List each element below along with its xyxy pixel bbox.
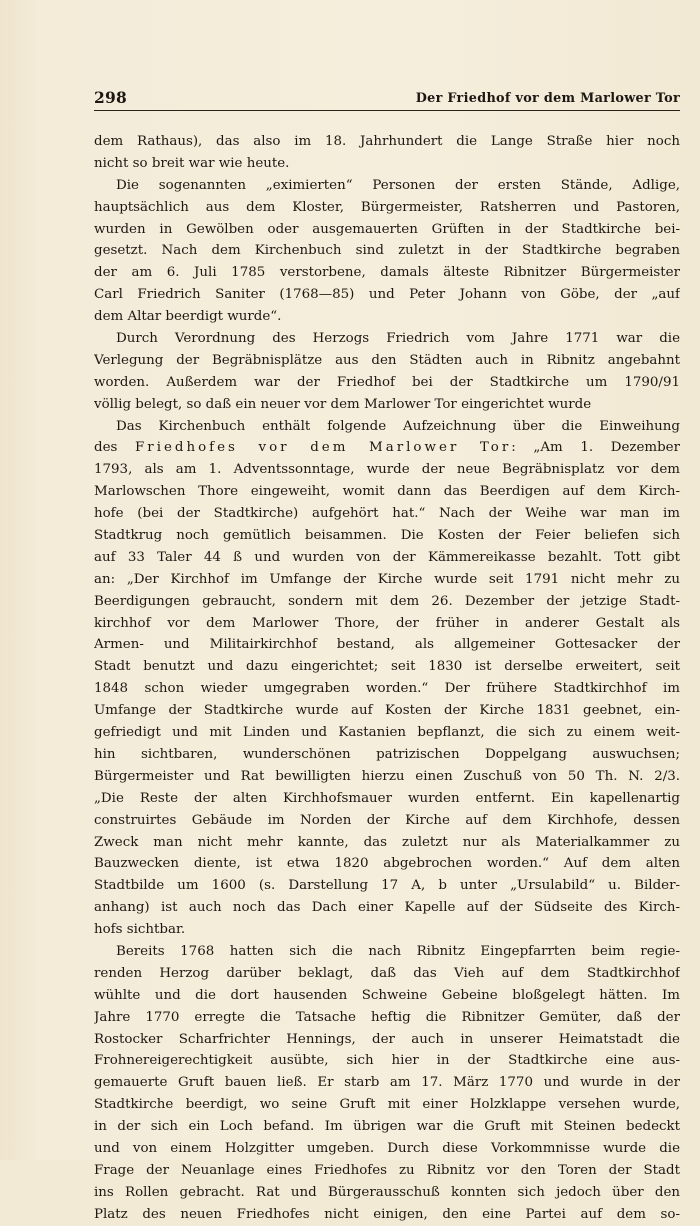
text-line: Umfange der Stadtkirche wurde auf Kosten der Kirche 1831 geebnet, ein- bbox=[94, 703, 680, 719]
text-line: 1848 schon wieder umgegraben worden.“ Der frühere Stadtkirchhof im bbox=[94, 681, 680, 697]
text-line: anhang) ist auch noch das Dach einer Kapelle auf der Südseite des Kirch- bbox=[94, 900, 680, 916]
text-line: renden Herzog darüber beklagt, daß das Vieh auf dem Stadtkirchhof bbox=[94, 965, 680, 981]
text-line: hofe (bei der Stadtkirche) aufgehört hat.“ Nach der Weihe war man im bbox=[94, 506, 680, 522]
text-line: des Friedhofes vor dem Marlower Tor: „Am 1. Dezember bbox=[94, 440, 680, 456]
text-line: Frohnereigerechtigkeit ausübte, sich hier in der Stadtkirche eine aus- bbox=[94, 1053, 680, 1069]
text-line: Beerdigungen gebraucht, sondern mit dem 26. Dezember der jetzige Stadt- bbox=[94, 593, 680, 609]
text-line: Bauzwecken diente, ist etwa 1820 abgebrochen worden.“ Auf dem alten bbox=[94, 856, 680, 872]
text-line: in der sich ein Loch befand. Im übrigen war die Gruft mit Steinen bedeckt bbox=[94, 1119, 680, 1135]
text-line: wühlte und die dort hausenden Schweine Gebeine bloßgelegt hätten. Im bbox=[94, 987, 680, 1003]
text-line: Bürgermeister und Rat bewilligten hierzu einen Zuschuß von 50 Th. N. 2/3. bbox=[94, 768, 680, 784]
page-number: 298 bbox=[94, 88, 127, 107]
text-line: ins Rollen gebracht. Rat und Bürgerausschuß konnten sich jedoch über den bbox=[94, 1184, 680, 1200]
text-line: Stadt benutzt und dazu eingerichtet; seit 1830 ist derselbe erweitert, seit bbox=[94, 659, 680, 675]
text-line: Jahre 1770 erregte die Tatsache heftig die Ribnitzer Gemüter, daß der bbox=[94, 1009, 680, 1025]
text-line: Verlegung der Begräbnisplätze aus den Städten auch in Ribnitz angebahnt bbox=[94, 352, 680, 368]
text-line: kirchhof vor dem Marlower Thore, der früher in anderer Gestalt als bbox=[94, 615, 680, 631]
text-line: wurden in Gewölben oder ausgemauerten Grüften in der Stadtkirche bei- bbox=[94, 221, 680, 237]
text-line: gefriedigt und mit Linden und Kastanien bepflanzt, die sich zu einem weit- bbox=[94, 725, 680, 741]
text-line: und von einem Holzgitter umgeben. Durch diese Vorkommnisse wurde die bbox=[94, 1140, 680, 1156]
text-line: hin sichtbaren, wunderschönen patrizischen Doppelgang auswuchsen; bbox=[94, 746, 680, 762]
text-line: Die sogenannten „eximierten“ Personen der ersten Stände, Adlige, bbox=[116, 177, 680, 193]
text-line: Durch Verordnung des Herzogs Friedrich vom Jahre 1771 war die bbox=[116, 331, 680, 347]
text-line: 1793, als am 1. Adventssonntage, wurde der neue Begräbnisplatz vor dem bbox=[94, 462, 680, 478]
text-line: dem Altar beerdigt wurde“. bbox=[94, 309, 282, 325]
text-line: nicht so breit war wie heute. bbox=[94, 155, 290, 171]
text-line: gemauerte Gruft bauen ließ. Er starb am 17. März 1770 und wurde in der bbox=[94, 1075, 680, 1091]
text-line: an: „Der Kirchhof im Umfange der Kirche wurde seit 1791 nicht mehr zu bbox=[94, 571, 680, 587]
text-line: Platz des neuen Friedhofes nicht einigen, den eine Partei auf dem so- bbox=[94, 1206, 680, 1222]
text-line: worden. Außerdem war der Friedhof bei der Stadtkirche um 1790/91 bbox=[94, 374, 680, 390]
text-line: dem Rathaus), das also im 18. Jahrhundert die Lange Straße hier noch bbox=[94, 134, 680, 149]
text-line: construirtes Gebäude im Norden der Kirche auf dem Kirchhofe, dessen bbox=[94, 812, 680, 828]
text-line: Marlowschen Thore eingeweiht, womit dann das Beerdigen auf dem Kirch- bbox=[94, 484, 680, 500]
emphasized-text: Friedhofes vor dem Marlower Tor bbox=[135, 440, 512, 456]
text-line: Frage der Neuanlage eines Friedhofes zu Ribnitz vor den Toren der Stadt bbox=[94, 1162, 680, 1178]
text-line: Rostocker Scharfrichter Hennings, der auch in unserer Heimatstadt die bbox=[94, 1031, 680, 1047]
text-line: Stadtkrug noch gemütlich beisammen. Die Kosten der Feier beliefen sich bbox=[94, 528, 680, 544]
body-text bbox=[94, 131, 680, 1226]
text-line: „Die Reste der alten Kirchhofsmauer wurden entfernt. Ein kapellenartig bbox=[94, 790, 680, 806]
text-line: Zweck man nicht mehr kannte, das zuletzt nur als Materialkammer zu bbox=[94, 834, 680, 850]
running-title: Der Friedhof vor dem Marlower Tor bbox=[415, 91, 680, 106]
page-header bbox=[94, 88, 680, 111]
text-line: der am 6. Juli 1785 verstorbene, damals älteste Ribnitzer Bürgermeister bbox=[94, 265, 680, 281]
text-line: Stadtbilde um 1600 (s. Darstellung 17 A, b unter „Ursulabild“ u. Bilder- bbox=[94, 878, 680, 894]
text-line: hauptsächlich aus dem Kloster, Bürgermeister, Ratsherren und Pastoren, bbox=[94, 199, 680, 215]
text-line: gesetzt. Nach dem Kirchenbuch sind zuletzt in der Stadtkirche begraben bbox=[94, 243, 680, 259]
text-line: hofs sichtbar. bbox=[94, 922, 186, 938]
text-line: Armen- und Militairkirchhof bestand, als allgemeiner Gottesacker der bbox=[94, 637, 680, 653]
text-line: Carl Friedrich Saniter (1768—85) und Peter Johann von Göbe, der „auf bbox=[94, 287, 680, 303]
text-line: Stadtkirche beerdigt, wo seine Gruft mit einer Holzklappe versehen wurde, bbox=[94, 1097, 680, 1113]
text-line: Das Kirchenbuch enthält folgende Aufzeichnung über die Einweihung bbox=[116, 418, 680, 434]
text-line: völlig belegt, so daß ein neuer vor dem Marlower Tor eingerichtet wurde bbox=[94, 396, 592, 412]
text-line: auf 33 Taler 44 ß und wurden von der Kämmereikasse bezahlt. Tott gibt bbox=[94, 549, 680, 565]
text-line: Bereits 1768 hatten sich die nach Ribnitz Eingepfarrten beim regie- bbox=[116, 943, 680, 959]
